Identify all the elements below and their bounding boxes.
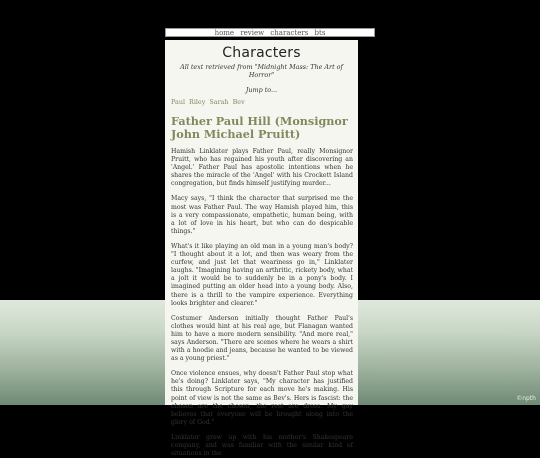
paragraph: Hamish Linklater plays Father Paul, really Monsignor Pruitt, who has regained his youth after discovering an 'Angel.' Father Paul has apostolic intentions when he shares the miracle of the 'Angel' with his Crockett Island congregation, but finds himself justifying murder... [171,148,353,188]
jump-link-paul[interactable]: Paul [171,98,185,106]
section-heading: Father Paul Hill (Monsignor John Michael Pruitt) [171,114,348,141]
nav-home-link[interactable]: home [214,29,235,37]
content-panel[interactable] [165,40,358,458]
nav-bts-link[interactable]: bts [314,29,326,37]
jump-link-riley[interactable]: Riley [189,98,206,106]
top-navigation [165,28,375,37]
paragraph: Linklater grew up with his mother's Shakespeare company, and was familiar with the similar kind of situations in the [171,433,353,458]
paragraph: Macy says, "I think the character that surprised me the most was Father Paul. The way Hamish played him, this is a very compassionate, empathetic, human being, with a lot of love in his heart, but who can do despicable things." [171,195,353,235]
jump-link-bev[interactable]: Bev [232,98,245,106]
paragraph: Costumer Anderson initially thought Father Paul's clothes would hint at his real age, but Flanagan wanted him to have a more modern sensibility. "And more real," says Anderson. "There are scenes where he wears a shirt with a hoodie and jeans, because he wanted to be viewed as a young priest." [171,314,353,363]
jump-to-label: Jump to... [245,86,278,94]
jump-links [171,98,353,106]
paragraph: What's it like playing an old man in a young man's body? "I thought about it a lot, and then was weary from the curfew, and just let that weariness go in," Linklater laughs. "Imagining having an arthritic, rickety body, what a jolt it would be to suddenly be in a pony's body. I imagined putting an older head into a young body. Also, there is a thrill to the vampire experience. Everything looks brighter and clearer." [171,242,353,307]
image-credit: ©npth [516,395,536,402]
nav-review-link[interactable]: review [240,29,265,37]
paragraph: Once violence ensues, why doesn't Father Paul stop what he's doing? Linklater says, "My character has justified this through Scripture for each move he's making. His point of view is not the same as Bev's. Hers is fascist: the chosen are the chosen, the rest are dross. My guy believes that everyone will be brought along into the glory of God." [171,370,353,426]
page-subtitle: All text retrieved from "Midnight Mass: The Art of Horror" [180,63,343,79]
page-title: Characters [222,45,301,61]
jump-link-sarah[interactable]: Sarah [209,98,229,106]
nav-characters-link[interactable]: characters [270,29,309,37]
